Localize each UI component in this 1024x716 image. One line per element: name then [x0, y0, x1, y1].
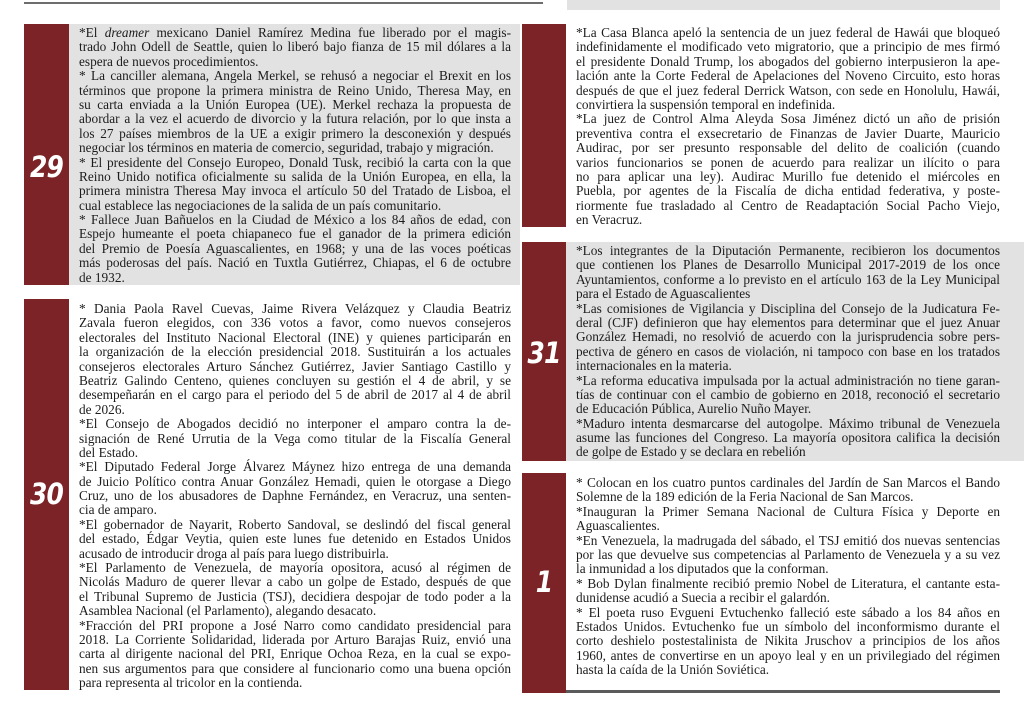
news-item: [79, 518, 511, 561]
news-item: [79, 213, 511, 285]
news-text-line: de Educación Pública, Aurelio Nuño Mayer.: [576, 401, 812, 417]
news-text-line: *En Venezuela, la madrugada del sábado, el TSJ emitió dos nuevas sentencias: [576, 532, 1000, 548]
news-text-line: 1960, antes de convertirse en un apoyo leal y en un privilegiado del régimen: [576, 647, 1000, 663]
news-text-line: desempeñarán en el cargo para el periodo del 5 de abril de 2017 al 4 de abril: [79, 387, 511, 403]
news-text-line: hasta la caída de la Unión Soviética.: [576, 662, 770, 678]
day-section-30: [24, 299, 520, 690]
news-text-line: la inmunidad a los diputados que la conforman.: [576, 561, 829, 577]
news-list: [79, 26, 511, 285]
news-text-line: *El Diputado Federal Jorge Álvarez Máynez hizo entrega de una demanda: [79, 459, 511, 475]
text-segment: mexicano Daniel Ramírez Medina fue liberado por el magis-: [149, 25, 511, 40]
news-text-line: * Dania Paola Ravel Cuevas, Jaime Rivera Velázquez y Claudia Beatriz: [79, 301, 511, 316]
day-section-29: [24, 24, 520, 285]
news-text-line: de 1932.: [79, 269, 125, 285]
news-text-line: Estados Unidos. Evtuchenko fue un símbolo del inconformismo durante el: [576, 618, 1000, 634]
news-text-line: corto deshielo postestalinista de Nikita Jruschov a principios de los años: [576, 633, 1000, 649]
news-text-line: 2018. La Corriente Solidaridad, liderada por Arturo Barajas Ruiz, envió una: [79, 631, 511, 647]
news-text-line: electorales del Instituto Nacional Electoral (INE) y quienes participarán en: [79, 329, 511, 345]
news-text-line: Espejo humeante el poeta chiapaneco fue el ganador de la primera edición: [79, 226, 511, 242]
news-text-line: no para aplicar una ley). Audirac Murillo fue detenido el miércoles en: [576, 168, 1000, 184]
day-number: 30: [29, 477, 63, 511]
news-item: [576, 606, 1000, 678]
news-text-line: * El poeta ruso Evgueni Evtuchenko falleció este sábado a los 84 años en: [576, 604, 1000, 620]
news-text-line: varios funcionarios se ponen de acuerdo para realizar un ilícito o para: [576, 154, 1000, 170]
news-text-line: cia de amparo.: [79, 502, 157, 518]
news-text-line: que contienen los Planes de Desarrollo Municipal 2017-2019 de los once: [576, 257, 1000, 273]
news-text-line: *El gobernador de Nayarit, Roberto Sandoval, se deslindó del fiscal general: [79, 516, 511, 532]
news-text-line: Cruz, uno de los abusadores de Daphne Fernández, en Veracruz, una senten-: [79, 488, 511, 504]
news-text-line: *La Casa Blanca apeló la sentencia de un juez federal de Hawái que bloqueó: [576, 25, 1000, 40]
news-text-line: el presidente Donald Trump, los abogados del gobierno interpusieron la ape-: [576, 53, 1000, 69]
news-text-line: * La canciller alemana, Angela Merkel, se rehusó a negociar el Brexit en los: [79, 68, 511, 84]
news-text-line: riormente fue trasladado al Centro de Readaptación Social Pacho Viejo,: [576, 197, 1000, 213]
day-bar: [522, 24, 566, 227]
news-text-line: indefinidamente el modificado veto migratorio, que a principio de mes firmó: [576, 39, 1000, 55]
news-text-line: Solemne de la 189 edición de la Feria Nacional de San Marcos.: [576, 489, 914, 505]
news-list: [576, 476, 1000, 677]
news-text-line: * Bob Dylan finalmente recibió premio Nobel de Literatura, el cantante esta-: [576, 575, 1000, 591]
news-text-line: Puebla, por agentes de la Fiscalía de dicha entidad federativa, y poste-: [576, 183, 1000, 199]
news-text-line: Ayuntamientos, conforme a lo previsto en el artículo 163 de la Ley Municipal: [576, 271, 1000, 287]
news-text-line: acusado de introducir droga al país para luego distribuirla.: [79, 545, 389, 561]
day-section-1: [522, 473, 1000, 693]
news-text-line: * El presidente del Consejo Europeo, Donald Tusk, recibió la carta con la que: [79, 154, 511, 170]
news-text-line: por las que devuelve sus competencias al Parlamento de Venezuela y a su vez: [576, 546, 1000, 562]
news-text-line: para representa al tricolor en la contienda.: [79, 675, 303, 691]
news-item: [79, 69, 511, 155]
day-bar: [522, 473, 566, 693]
news-text-line: trado John Odell de Seattle, quien lo liberó bajo fianza de 15 mil dólares a la: [79, 39, 511, 55]
day-number: 31: [527, 336, 561, 370]
news-text-line: los 27 países miembros de la UE a exigir primero la desconexión y después: [79, 125, 511, 141]
news-list: [79, 302, 511, 691]
news-text-line: negociar los términos en materia de comercio, seguridad, trabajo y migración.: [79, 140, 494, 156]
news-text-line: convirtiera la suspensión temporal en indefinida.: [576, 96, 836, 112]
day-bar: [522, 242, 566, 461]
news-text-line: consejeros electorales Arturo Sánchez Gutiérrez, Javier Santiago Castillo y: [79, 358, 511, 374]
news-item: [576, 534, 1000, 577]
news-text-line: espera de nuevos procedimientos.: [79, 53, 259, 69]
news-text-line: preventiva contra el exsecretario de Finanzas de Javier Duarte, Mauricio: [576, 125, 1000, 141]
text-segment: *El: [79, 25, 105, 40]
news-item: [576, 417, 1000, 460]
news-text-line: Reino Unido notifica oficialmente su salida de la Unión Europea, en ella, la: [79, 168, 511, 184]
day-number: 29: [29, 150, 63, 184]
news-text-line: internacionales en la materia.: [576, 358, 732, 374]
news-item: [79, 561, 511, 619]
news-text-line: Zavala fueron elegidos, con 336 votos a favor, como nuevos consejeros: [79, 315, 511, 331]
news-item: [79, 26, 511, 69]
day-section-30-continued: [522, 24, 1000, 227]
news-text-line: para el Estado de Aguascalientes: [576, 286, 751, 302]
news-text-line: del Premio de Poesía Aguascalientes, en 1968; y una de las voces poéticas: [79, 240, 511, 256]
news-text-line: después de que el juez federal Derrick Watson, con sede en Honolulu, Hawái,: [576, 82, 1000, 98]
news-text-line: cual establece las negociaciones de la salida de un país comunitario.: [79, 197, 442, 213]
news-text-line: más poderosas del país. Nació en Tuxtla Gutiérrez, Chiapas, el 6 de octubre: [79, 255, 511, 271]
news-text-line: *Los integrantes de la Diputación Permanente, recibieron los documentos: [576, 243, 1000, 258]
news-item: [576, 374, 1000, 417]
news-text-line: dunidense acudió a Suecia a recibir el galardón.: [576, 590, 831, 606]
day-number: 1: [535, 565, 553, 599]
news-text-line: signación de René Urrutia de la Vega como titular de la Fiscalía General: [79, 430, 511, 446]
news-text-line: del Estado.: [79, 444, 139, 460]
news-item: [79, 619, 511, 691]
news-text-line: *Fracción del PRI propone a José Narro como candidato presidencial para: [79, 617, 511, 633]
news-text-line: de Juicio Político contra Anuar González Hemadi, quien le otorgase a Diego: [79, 473, 511, 489]
news-text-line: Beatriz Galindo Centeno, quienes concluyen su gestión el 4 de abril, y se: [79, 372, 511, 388]
news-text-line: *La juez de Control Alma Aleyda Sosa Jiménez dictó un año de prisión: [576, 111, 1000, 127]
news-item: [79, 417, 511, 460]
news-text-line: asume las funciones del Congreso. La mayoría opositora califica la decisión: [576, 430, 1000, 446]
news-text-line: lación ante la Corte Federal de Apelaciones del Noveno Circuito, esto horas: [576, 68, 1000, 84]
news-item: [576, 577, 1000, 606]
news-text-line: Audirac, por ser presunto responsable del delito de coalición (cuando: [576, 140, 1000, 156]
news-text-line: [79, 26, 511, 40]
news-text-line: *Maduro intenta desmarcarse del autogolpe. Máximo tribunal de Venezuela: [576, 415, 1000, 431]
news-item: [79, 302, 511, 417]
news-item: [576, 476, 1000, 505]
day-section-31: [522, 242, 1024, 461]
news-text-line: términos que propone la primera ministra de Reino Unido, Theresa May, en: [79, 82, 511, 98]
news-text-line: de 2026.: [79, 401, 125, 417]
news-text-line: la organización de la elección presidencial 2018. Sustituirán a los actuales: [79, 344, 511, 360]
news-text-line: * Fallece Juan Bañuelos en la Ciudad de México a los 84 años de edad, con: [79, 212, 511, 228]
top-panel-strip: [567, 0, 1000, 10]
news-text-line: Nicolás Maduro de querer llevar a cabo un golpe de Estado, después de que: [79, 574, 511, 590]
news-text-line: *Inauguran la Primer Semana Nacional de Cultura Física y Deporte en: [576, 503, 1000, 519]
day-bar: [24, 299, 69, 690]
news-item: [576, 505, 1000, 534]
italic-term: dreamer: [104, 25, 150, 40]
news-text-line: abordar a la vez el acuerdo de divorcio y la futura relación, por lo que insta a: [79, 111, 511, 127]
news-text-line: *El Consejo de Abogados decidió no interponer el amparo contra la de-: [79, 416, 511, 432]
news-item: [79, 156, 511, 214]
day-bar: [24, 24, 69, 285]
news-text-line: tías de continuar con el cambio de gobierno en 2018, reconoció el secretario: [576, 386, 1000, 402]
news-item: [576, 112, 1000, 227]
news-text-line: * Colocan en los cuatro puntos cardinales del Jardín de San Marcos el Bando: [576, 475, 1000, 490]
news-text-line: Asamblea Nacional (el Parlamento), alegando desacato.: [79, 603, 377, 619]
news-text-line: *El Parlamento de Venezuela, de mayoría opositora, acusó al régimen de: [79, 560, 511, 576]
news-text-line: el Tribunal Supremo de Justicia (TSJ), decidiera despojar de todo poder a la: [79, 588, 511, 604]
top-rule: [24, 2, 543, 4]
news-text-line: en Veracruz.: [576, 212, 643, 228]
news-text-line: primera ministra Theresa May invoca el artículo 50 del Tratado de Lisboa, el: [79, 183, 511, 199]
news-text-line: deral (CJF) definieron que hay elementos para determinar que el juez Anuar: [576, 314, 1000, 330]
news-text-line: carta al dirigente nacional del PRI, Enrique Ochoa Reza, en la cual se expo-: [79, 646, 511, 662]
news-text-line: del estado, Édgar Veytia, quien este lunes fue detenido en Estados Unidos: [79, 531, 511, 547]
news-item: [576, 244, 1000, 302]
news-text-line: de golpe de Estado y se declara en rebelión: [576, 444, 806, 460]
news-item: [576, 302, 1000, 374]
news-text-line: González Hemadi, no resolvió de acuerdo con la jurisprudencia sobre pers-: [576, 329, 1000, 345]
news-text-line: pectiva de género en casos de violación, ni tampoco con base en los tratados: [576, 343, 1000, 359]
news-item: [79, 460, 511, 518]
news-list: [576, 244, 1000, 460]
news-text-line: *La reforma educativa impulsada por la actual administración no tiene garan-: [576, 372, 1000, 388]
news-item: [576, 26, 1000, 112]
news-list: [576, 26, 1000, 227]
news-text-line: Aguascalientes.: [576, 518, 660, 534]
news-text-line: *Las comisiones de Vigilancia y Disciplina del Consejo de la Judicatura Fe-: [576, 300, 1000, 316]
news-text-line: nen sus argumentos para que considere al funcionario como una buena opción: [79, 660, 511, 676]
news-text-line: su carta enviada a la Unión Europea (UE). Merkel rechaza la propuesta de: [79, 96, 511, 112]
